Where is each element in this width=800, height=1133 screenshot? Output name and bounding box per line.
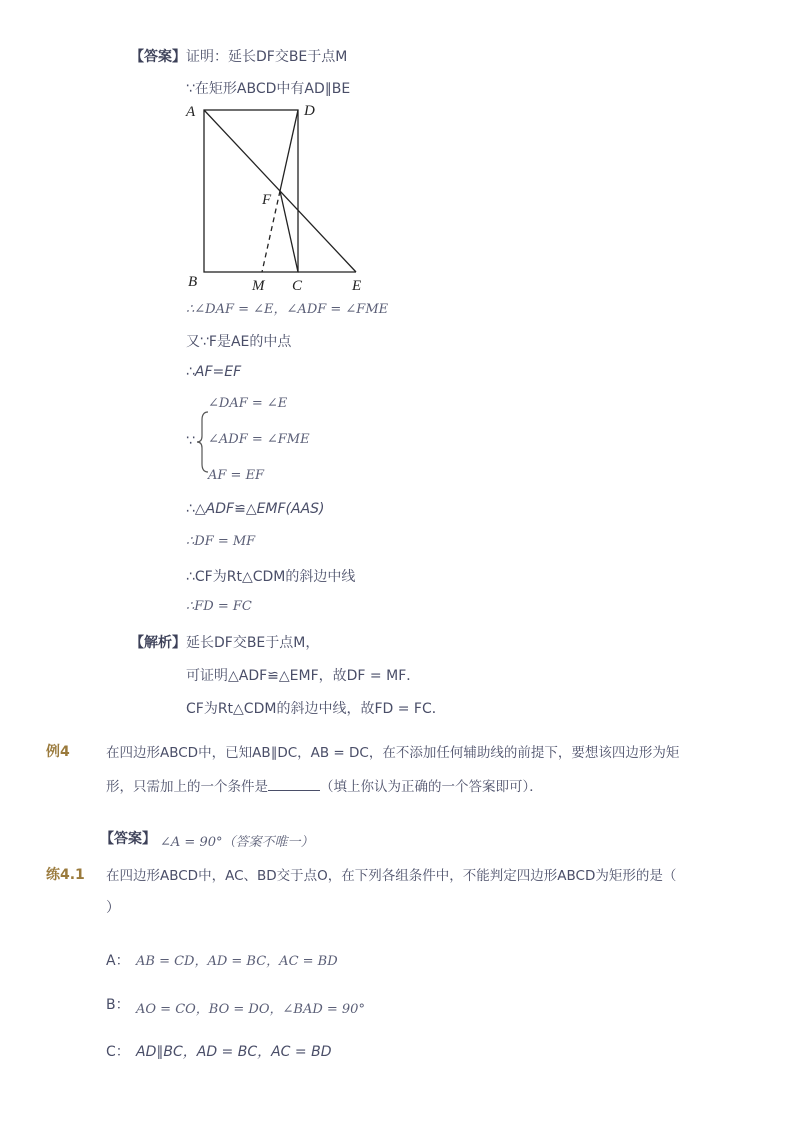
option-c-key: C：: [106, 1044, 130, 1060]
option-b-text: AO = CO，BO = DO，∠BAD = 90°: [136, 1002, 365, 1017]
point-e-label: E: [352, 278, 362, 294]
analysis-line-3: CF为Rt△CDM的斜边中线，故FD = FC．: [186, 701, 446, 717]
answer-premise: ∵在矩形ABCD中有AD∥BE: [186, 81, 351, 97]
point-a-label: A: [186, 104, 196, 120]
option-b-key: B：: [106, 997, 130, 1013]
point-m-label: M: [252, 278, 265, 294]
brace-line-1: ∠DAF = ∠E: [208, 396, 288, 411]
conclusion-1: ∴△ADF≌△EMF(AAS): [186, 501, 325, 517]
practice41-label: 练4.1: [46, 867, 85, 883]
analysis-label: 【解析】: [130, 635, 186, 651]
point-b-label: B: [188, 274, 198, 290]
step-1: ∴∠DAF = ∠E，∠ADF = ∠FME: [186, 302, 389, 317]
option-c-text: AD∥BC，AD = BC，AC = BD: [136, 1044, 332, 1060]
analysis-line-1: 延长DF交BE于点M，: [186, 635, 320, 651]
example4-answer: ∠A = 90°（答案不唯一）: [160, 835, 314, 850]
segment-fc: [280, 191, 298, 272]
answer-blank: [268, 778, 320, 791]
example4-line-1: 在四边形ABCD中，已知AB∥DC，AB = DC，在不添加任何辅助线的前提下，要想该四边形为矩: [106, 745, 680, 761]
because-symbol: ∵: [186, 433, 195, 449]
rectangle-figure: [180, 100, 380, 295]
answer-intro: 证明：延长DF交BE于点M: [186, 49, 348, 65]
rect-abcd: [204, 110, 298, 272]
brace-line-3: AF = EF: [208, 468, 265, 483]
option-a-key: A：: [106, 953, 130, 969]
example4-line-2: [106, 775, 543, 795]
brace-line-2: ∠ADF = ∠FME: [208, 432, 310, 447]
point-f-label: F: [262, 192, 272, 208]
segment-df: [280, 110, 298, 191]
point-c-label: C: [292, 278, 303, 294]
conclusion-3: ∴CF为Rt△CDM的斜边中线: [186, 569, 356, 585]
point-d-label: D: [304, 103, 315, 119]
step-3: ∴AF=EF: [186, 364, 242, 380]
example4-line-2-pre: 形，只需加上的一个条件是: [106, 779, 268, 795]
practice41-line-2: ）: [106, 900, 120, 916]
conclusion-4: ∴FD = FC: [186, 599, 252, 614]
practice41-line-1: 在四边形ABCD中，AC、BD交于点O，在下列各组条件中，不能判定四边形ABCD为矩形的是（: [106, 868, 677, 884]
answer-label: 【答案】: [130, 49, 186, 65]
example4-answer-label: 【答案】: [100, 831, 156, 847]
example4-line-2-post: （填上你认为正确的一个答案即可）．: [320, 779, 543, 795]
conclusion-2: ∴DF = MF: [186, 534, 256, 549]
step-2: 又∵F是AE的中点: [186, 334, 292, 350]
example4-label: 例4: [46, 744, 70, 760]
analysis-line-2: 可证明△ADF≌△EMF，故DF = MF．: [186, 668, 421, 684]
option-a-text: AB = CD，AD = BC，AC = BD: [136, 954, 338, 969]
